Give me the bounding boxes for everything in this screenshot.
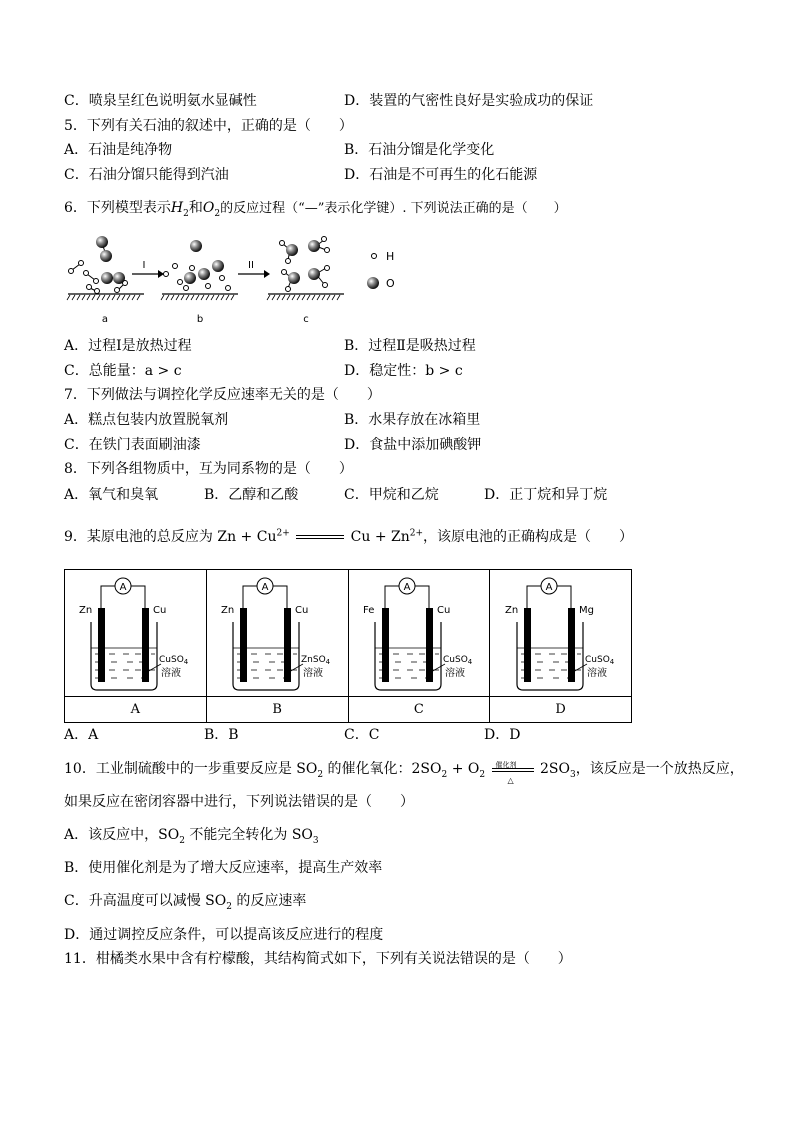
q6-option-c: C．总能量：a > c (64, 363, 182, 379)
q6-option-a: A．过程Ⅰ是放热过程 (64, 338, 192, 354)
cell-d-label: D (490, 697, 632, 723)
q10-option-d: D．通过调控反应条件，可以提高该反应进行的程度 (64, 927, 384, 943)
svg-text:Zn: Zn (504, 605, 518, 616)
cell-d-diagram (490, 570, 632, 697)
cell-d-svg (491, 570, 631, 692)
svg-text:A: A (119, 582, 127, 593)
q10-stem: 10．工业制硫酸中的一步重要反应是 $SO_2$ 的催化氧化：$2SO_2 + O_2$ 催化剂 △ $2SO_3$，该反应是一个放热反应， (64, 761, 744, 785)
cell-a-svg (65, 570, 205, 692)
q7-stem: 7．下列做法与调控化学反应速率无关的是（ ） (64, 387, 381, 403)
q5-option-a: A．石油是纯净物 (64, 142, 173, 158)
svg-text:溶液: 溶液 (586, 668, 607, 679)
label-a: a (101, 314, 109, 325)
svg-text:A: A (403, 582, 411, 593)
cell-b-svg (207, 570, 347, 692)
svg-text:A: A (261, 582, 269, 593)
legend (367, 250, 395, 290)
q10-option-c: C．升高温度可以减慢 $SO_2$ 的反应速率 (64, 893, 307, 912)
q11-stem: 11．柑橘类水果中含有柠檬酸，其结构简式如下，下列有关说法错误的是（ ） (64, 951, 572, 967)
q5-option-d: D．石油是不可再生的化石能源 (344, 167, 538, 183)
surface-b (161, 294, 238, 300)
state-a-molecules (69, 236, 128, 294)
cell-a-label: A (65, 697, 207, 723)
q10-stem-line2: 如果反应在密闭容器中进行，下列说法错误的是（ ） (64, 794, 414, 810)
svg-text:溶液: 溶液 (444, 668, 465, 679)
equilibrium-arrow: 催化剂 △ (490, 760, 536, 778)
q5-option-c: C．石油分馏只能得到汽油 (64, 167, 229, 183)
q6-option-d: D．稳定性：b > c (344, 363, 463, 379)
cell-c-diagram (348, 570, 490, 697)
label-c: c (303, 314, 309, 325)
svg-text:溶液: 溶液 (303, 668, 324, 679)
arrow-ii (238, 260, 270, 278)
q9-option-c: C．C (344, 727, 380, 743)
q9-stem: 9．某原电池的总反应为 $Zn + Cu^{2+}$ $Cu + Zn^{2+}$，该原电池的正确构成是（ ） (64, 528, 634, 545)
svg-text:Fe: Fe (362, 605, 375, 616)
q8-option-d: D．正丁烷和异丁烷 (484, 487, 608, 503)
q6-molecule-figure (62, 228, 422, 328)
surface-a (67, 294, 144, 300)
state-c-molecules (280, 237, 330, 292)
q4-option-d: D．装置的气密性良好是实验成功的保证 (344, 93, 594, 109)
cell-c-svg (349, 570, 489, 692)
q9-option-b: B．B (204, 727, 239, 743)
q6-option-b: B．过程Ⅱ是吸热过程 (344, 338, 476, 354)
svg-text:Zn: Zn (79, 605, 93, 616)
cell-a-diagram (65, 570, 207, 697)
equal-arrow (296, 535, 344, 539)
q7-option-a: A．糕点包装内放置脱氧剂 (64, 412, 229, 428)
svg-text:Mg: Mg (578, 605, 594, 616)
svg-text:A: A (545, 582, 553, 593)
svg-text:Cu: Cu (295, 605, 309, 616)
q7-option-c: C．在铁门表面刷油漆 (64, 437, 201, 453)
svg-text:O: O (386, 277, 395, 290)
q5-stem: 5．下列有关石油的叙述中，正确的是（ ） (64, 118, 353, 134)
svg-text:Cu: Cu (153, 605, 167, 616)
surface-c (267, 294, 344, 300)
svg-text:溶液: 溶液 (161, 668, 182, 679)
q9-option-a: A．A (64, 727, 99, 743)
cell-b-diagram (206, 570, 348, 697)
svg-text:CuSO4: CuSO$_4$ (159, 655, 189, 666)
svg-text:Zn: Zn (221, 605, 235, 616)
svg-text:ZnSO4: ZnSO$_4$ (301, 655, 331, 666)
svg-text:Cu: Cu (436, 605, 451, 616)
q9-option-d: D．D (484, 727, 521, 743)
q6-stem: 6．下列模型表示$H_2$和$O_2$的反应过程（“—”表示化学键）. 下列说法正确的是（ ） (64, 200, 567, 219)
svg-text:CuSO4: CuSO$_4$ (584, 655, 614, 666)
q8-stem: 8．下列各组物质中，互为同系物的是（ ） (64, 461, 353, 477)
svg-text:H: H (386, 250, 395, 263)
svg-text:CuSO4: CuSO$_4$ (442, 655, 473, 666)
arrow-i (132, 260, 164, 278)
q8-option-c: C．甲烷和乙烷 (344, 487, 439, 503)
q7-option-b: B．水果存放在冰箱里 (344, 412, 481, 428)
q8-option-a: A．氧气和臭氧 (64, 487, 159, 503)
q8-option-b: B．乙醇和乙酸 (204, 487, 299, 503)
cell-c-label: C (348, 697, 490, 723)
q4-option-c: C．喷泉呈红色说明氨水显碱性 (64, 93, 257, 109)
q9-cell-table (64, 569, 632, 723)
q5-option-b: B．石油分馏是化学变化 (344, 142, 495, 158)
q10-option-a: A．该反应中，$SO_2$ 不能完全转化为 $SO_3$ (64, 827, 319, 846)
label-b: b (196, 314, 204, 325)
cell-b-label: B (206, 697, 348, 723)
svg-text:II: II (248, 260, 254, 271)
svg-text:I: I (142, 260, 146, 271)
q10-option-b: B．使用催化剂是为了增大反应速率，提高生产效率 (64, 860, 383, 876)
q7-option-d: D．食盐中添加碘酸钾 (344, 437, 482, 453)
state-b-atoms (164, 240, 231, 291)
